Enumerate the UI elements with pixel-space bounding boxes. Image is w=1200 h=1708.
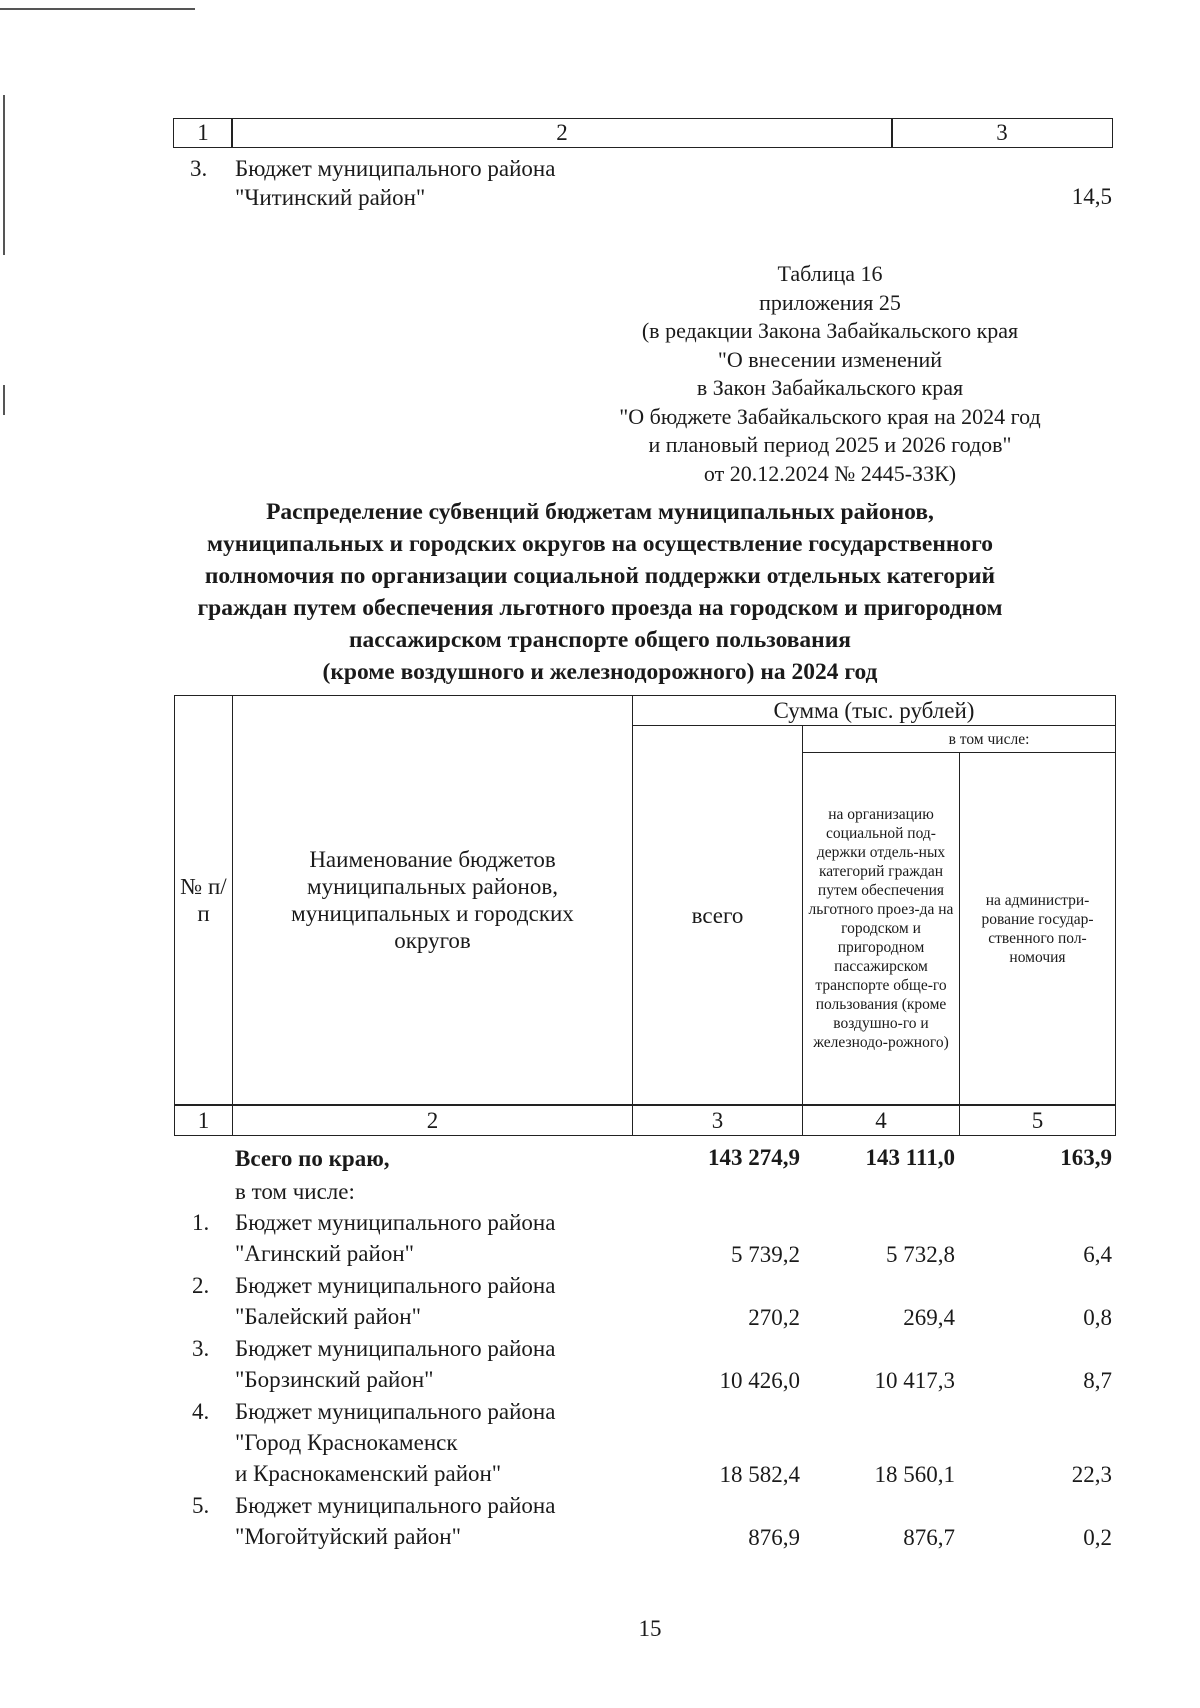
row-name-line: Бюджет муниципального района	[235, 1336, 556, 1361]
header-sum-group: Сумма (тыс. рублей)	[632, 695, 1116, 726]
row-name-line: и Краснокаменский район"	[235, 1461, 502, 1486]
appendix-line-3: (в редакции Закона Забайкальского края	[641, 318, 1019, 343]
top-table-col-2: 2	[556, 120, 568, 145]
top-row-name-1: Бюджет муниципального района	[235, 156, 556, 181]
appendix-line-4: "О внесении изменений	[717, 346, 943, 372]
row-value-admin: 22,3	[1071, 1462, 1112, 1487]
col-number-3: 3	[632, 1105, 803, 1136]
top-table-col-1: 1	[197, 120, 209, 145]
total-sublabel: в том числе:	[235, 1179, 355, 1204]
scan-edge-top	[0, 8, 195, 10]
row-name-line: "Город Краснокаменск	[235, 1430, 458, 1455]
header-col-org: на организацию социальной под-держки отдель-ных категорий граждан путем обеспечения льготного проез-да на городском и пригородном пассажирском транспорте обще-го пользования (кроме воздушно-го и железнодо-рожного)	[802, 752, 960, 1105]
header-col-num: № п/п	[174, 695, 233, 1105]
row-value-total: 876,9	[748, 1525, 800, 1550]
total-value-org: 143 111,0	[865, 1145, 955, 1170]
col-number-5: 5	[959, 1105, 1116, 1136]
row-num: 3.	[192, 1336, 210, 1361]
header-incl-group: в том числе:	[802, 725, 1116, 753]
row-value-admin: 8,7	[1083, 1368, 1112, 1393]
total-value-all: 143 274,9	[708, 1145, 800, 1170]
title-line-2: муниципальных и городских округов на осуществление государственного	[207, 531, 993, 557]
row-name-line: Бюджет муниципального района	[235, 1399, 556, 1424]
row-value-admin: 0,8	[1083, 1305, 1112, 1330]
row-name-line: Бюджет муниципального района	[235, 1273, 556, 1298]
top-row-value: 14,5	[1071, 184, 1112, 209]
row-value-total: 10 426,0	[719, 1368, 800, 1393]
row-num: 5.	[192, 1493, 210, 1518]
row-name-line: "Балейский район"	[235, 1304, 421, 1329]
row-value-admin: 0,2	[1083, 1525, 1112, 1550]
row-num: 4.	[192, 1399, 210, 1424]
row-value-org: 876,7	[903, 1525, 955, 1550]
row-value-total: 270,2	[748, 1305, 800, 1330]
appendix-line-5: в Закон Забайкальского края	[696, 375, 964, 400]
row-name-line: Бюджет муниципального района	[235, 1493, 556, 1518]
page-number: 15	[638, 1616, 662, 1641]
scan-edge-left	[3, 95, 5, 255]
row-name-line: Бюджет муниципального района	[235, 1210, 556, 1235]
row-value-total: 18 582,4	[719, 1462, 800, 1487]
col-number-4: 4	[802, 1105, 960, 1136]
header-col-name: Наименование бюджетов муниципальных районов, муниципальных и городских округов	[232, 695, 633, 1105]
appendix-line-8: от 20.12.2024 № 2445-ЗЗК)	[703, 460, 957, 486]
top-table-col-3: 3	[996, 120, 1008, 145]
appendix-line-annex: приложения 25	[759, 289, 901, 315]
appendix-line-7: и плановый период 2025 и 2026 годов"	[648, 432, 1012, 457]
top-row-name-2: "Читинский район"	[235, 185, 426, 210]
appendix-line-table: Таблица 16	[777, 261, 883, 286]
row-value-total: 5 739,2	[731, 1242, 800, 1267]
row-num: 2.	[192, 1273, 210, 1298]
row-name-line: "Агинский район"	[235, 1241, 415, 1266]
row-name-line: "Могойтуйский район"	[235, 1524, 461, 1549]
row-value-admin: 6,4	[1083, 1242, 1112, 1267]
appendix-line-6: "О бюджете Забайкальского края на 2024 год	[619, 403, 1041, 429]
header-col-admin: на администри-рование государ-ственного пол-номочия	[959, 752, 1116, 1105]
total-value-admin: 163,9	[1060, 1145, 1112, 1170]
row-value-org: 18 560,1	[874, 1462, 955, 1487]
top-row-num: 3.	[190, 156, 208, 181]
header-col-total: всего	[632, 725, 803, 1105]
document-title	[100, 496, 1100, 688]
total-label: Всего по краю,	[235, 1146, 390, 1171]
title-line-1: Распределение субвенций бюджетам муниципальных районов,	[266, 499, 934, 525]
scan-edge-left-2	[3, 385, 5, 415]
title-line-5: пассажирском транспорте общего пользования	[349, 627, 851, 653]
row-num: 1.	[192, 1210, 210, 1235]
col-number-1: 1	[174, 1105, 233, 1136]
title-line-6: (кроме воздушного и железнодорожного) на 2024 год	[322, 659, 878, 685]
col-number-2: 2	[232, 1105, 633, 1136]
row-name-line: "Борзинский район"	[235, 1367, 434, 1392]
appendix-block	[560, 260, 1100, 488]
row-value-org: 10 417,3	[874, 1368, 955, 1393]
title-line-4: граждан путем обеспечения льготного проезда на городском и пригородном	[197, 595, 1003, 621]
row-value-org: 269,4	[903, 1305, 955, 1330]
title-line-3: полномочия по организации социальной поддержки отдельных категорий	[204, 563, 996, 589]
row-value-org: 5 732,8	[886, 1242, 955, 1267]
